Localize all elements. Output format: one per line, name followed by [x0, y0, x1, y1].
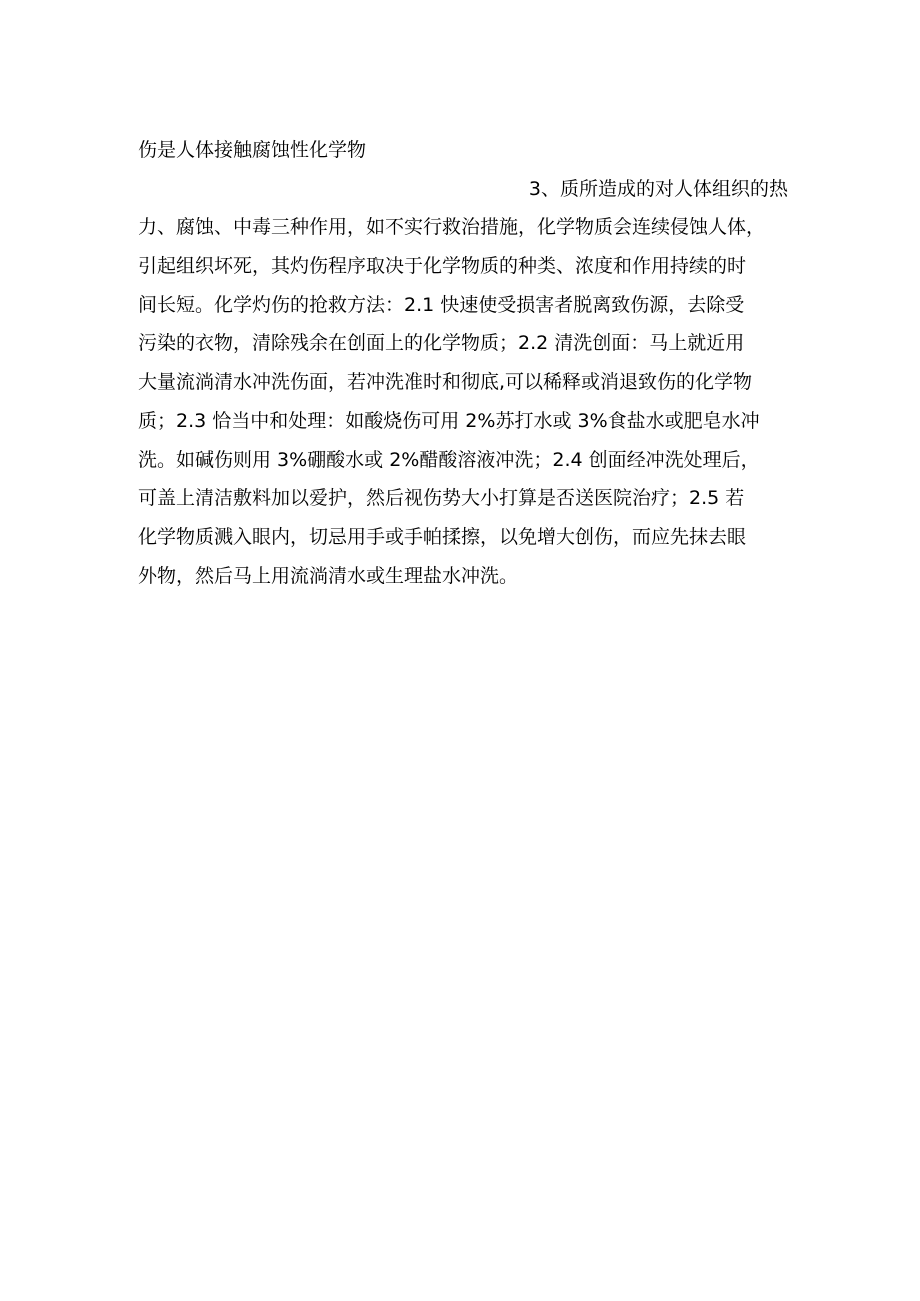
text-line: 可盖上清洁敷料加以爱护，然后视伤势大小打算是否送医院治疗；2.5 若	[138, 487, 745, 510]
text-line: 3、质所造成的对人体组织的热	[528, 177, 788, 200]
text-line: 洗。如碱伤则用 3%硼酸水或 2%醋酸溶液冲洗；2.4 创面经冲洗处理后，	[138, 448, 760, 471]
text-line: 质；2.3 恰当中和处理：如酸烧伤可用 2%苏打水或 3%食盐水或肥皂水冲	[138, 409, 760, 432]
text-line: 污染的衣物，清除残余在创面上的化学物质；2.2 清洗创面：马上就近用	[138, 332, 745, 355]
text-line: 间长短。化学灼伤的抢救方法：2.1 快速使受损害者脱离致伤源，去除受	[138, 293, 745, 316]
text-line: 化学物质溅入眼内，切忌用手或手帕揉擦，以免增大创伤，而应先抹去眼	[138, 525, 747, 548]
text-line: 外物，然后马上用流淌清水或生理盐水冲洗。	[138, 564, 519, 587]
text-line: 引起组织坏死，其灼伤程序取决于化学物质的种类、浓度和作用持续的时	[138, 255, 747, 278]
text-line: 大量流淌清水冲洗伤面，若冲洗准时和彻底,可以稀释或消退致伤的化学物	[138, 371, 753, 394]
text-line: 伤是人体接触腐蚀性化学物	[138, 139, 367, 161]
text-line: 力、腐蚀、中毒三种作用，如不实行救治措施，化学物质会连续侵蚀人体，	[138, 216, 766, 239]
body-text	[138, 131, 788, 595]
